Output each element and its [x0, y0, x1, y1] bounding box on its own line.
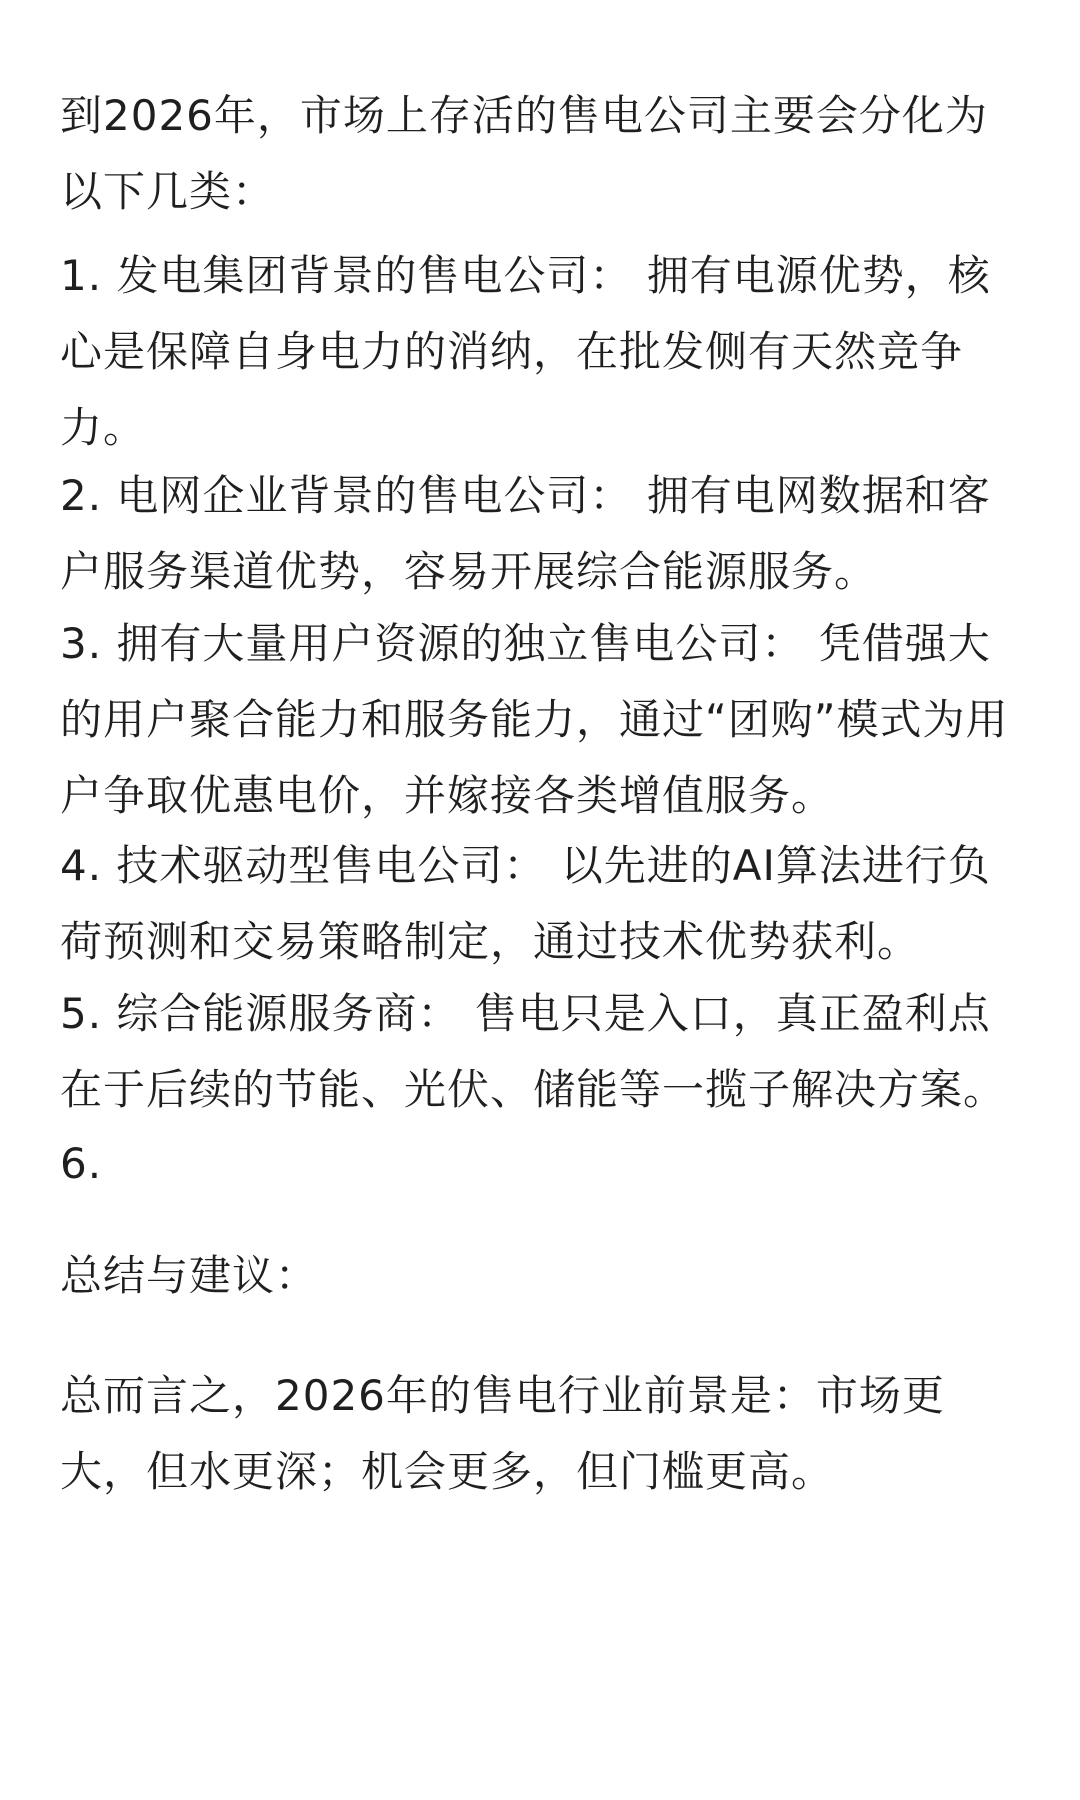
- summary-heading: 总结与建议：: [60, 1251, 319, 1300]
- intro-paragraph: 到2026年，市场上存活的售电公司主要会分化为以下几类：: [60, 91, 988, 216]
- list-item: 5. 综合能源服务商： 售电只是入口，真正盈利点在于后续的节能、光伏、储能等一揽子解决方案。: [60, 989, 1007, 1114]
- summary-paragraph: 总而言之，2026年的售电行业前景是：市场更大，但水更深；机会更多，但门槛更高。: [60, 1371, 945, 1496]
- list-item: 4. 技术驱动型售电公司： 以先进的AI算法进行负荷预测和交易策略制定，通过技术优势获利。: [60, 841, 991, 966]
- list-item: 2. 电网企业背景的售电公司： 拥有电网数据和客户服务渠道优势，容易开展综合能源服务。: [60, 471, 991, 596]
- list-item: 1. 发电集团背景的售电公司： 拥有电源优势，核心是保障自身电力的消纳，在批发侧有天然竞争力。: [60, 251, 991, 452]
- list-item: 6.: [60, 1139, 103, 1188]
- list-item: 3. 拥有大量用户资源的独立售电公司： 凭借强大的用户聚合能力和服务能力，通过“团购”模式为用户争取优惠电价，并嫁接各类增值服务。: [60, 619, 1009, 820]
